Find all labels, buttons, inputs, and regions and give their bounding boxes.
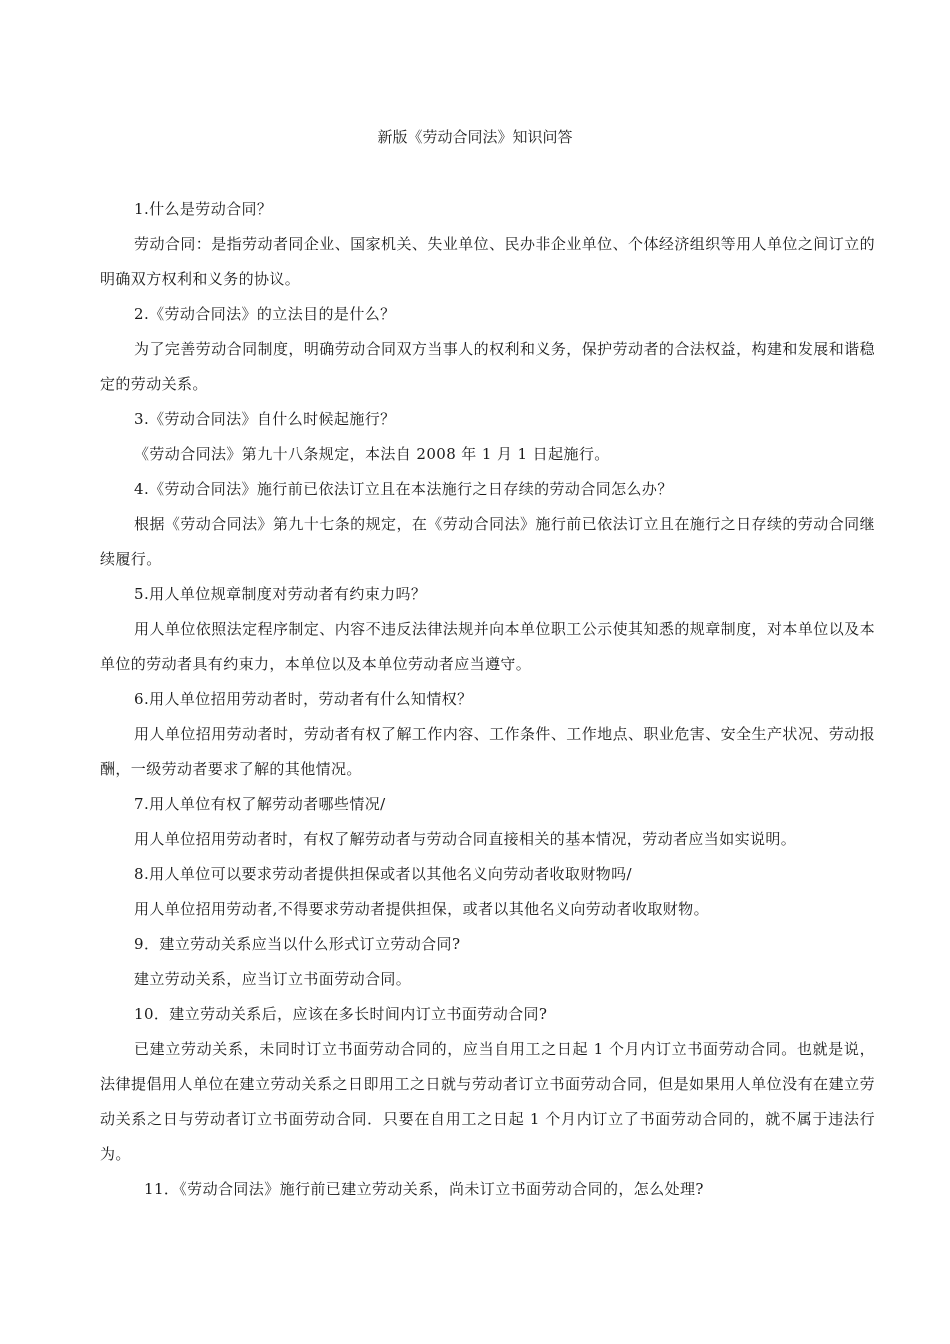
document-title: 新版《劳动合同法》知识问答: [377, 128, 573, 146]
question-8: 8.用人单位可以要求劳动者提供担保或者以其他名义向劳动者收取财物吗/: [134, 865, 632, 883]
answer-10: 已建立劳动关系，未同时订立书面劳动合同的，应当自用工之日起 1 个月内订立书面劳动合同。也就是说，法律提倡用人单位在建立劳动关系之日即用工之日就与劳动者订立书面劳动合同，但是如果用人单位没有在建立劳动关系之日与劳动者订立书面劳动合同．只要在自用工之日起 1 个月内订立了书面劳动合同的，就不属于违法行为。: [100, 1040, 875, 1163]
question-7: 7.用人单位有权了解劳动者哪些情况/: [134, 795, 386, 813]
question-9: 9．建立劳动关系应当以什么形式订立劳动合同?: [134, 935, 461, 953]
question-6: 6.用人单位招用劳动者时，劳动者有什么知情权？: [134, 690, 473, 708]
qa-list: [100, 192, 875, 1207]
answer-3: 《劳动合同法》第九十八条规定，本法自 2008 年 1 月 1 日起施行。: [134, 445, 610, 463]
answer-9: 建立劳动关系，应当订立书面劳动合同。: [134, 970, 412, 988]
answer-5: 用人单位依照法定程序制定、内容不违反法律法规并向本单位职工公示使其知悉的规章制度，对本单位以及本单位的劳动者具有约束力，本单位以及本单位劳动者应当遵守。: [100, 620, 875, 673]
answer-8: 用人单位招用劳动者,不得要求劳动者提供担保，或者以其他名义向劳动者收取财物。: [134, 900, 709, 918]
question-4: 4.《劳动合同法》施行前已依法订立且在本法施行之日存续的劳动合同怎么办？: [134, 480, 673, 498]
question-3: 3.《劳动合同法》自什么时候起施行？: [134, 410, 396, 428]
answer-1: 劳动合同：是指劳动者同企业、国家机关、失业单位、民办非企业单位、个体经济组织等用人单位之间订立的明确双方权利和义务的协议。: [100, 235, 875, 288]
question-5: 5.用人单位规章制度对劳动者有约束力吗？: [134, 585, 427, 603]
answer-2: 为了完善劳动合同制度，明确劳动合同双方当事人的权利和义务，保护劳动者的合法权益，构建和发展和谐稳定的劳动关系。: [100, 340, 875, 393]
question-11: 11．《劳动合同法》施行前已建立劳动关系，尚未订立书面劳动合同的，怎么处理?: [144, 1180, 704, 1198]
answer-4: 根据《劳动合同法》第九十七条的规定，在《劳动合同法》施行前已依法订立且在施行之日存续的劳动合同继续履行。: [100, 515, 875, 568]
question-2: 2.《劳动合同法》的立法目的是什么？: [134, 305, 396, 323]
question-10: 10．建立劳动关系后，应该在多长时间内订立书面劳动合同?: [134, 1005, 548, 1023]
answer-6: 用人单位招用劳动者时，劳动者有权了解工作内容、工作条件、工作地点、职业危害、安全生产状况、劳动报酬，一级劳动者要求了解的其他情况。: [100, 725, 875, 778]
question-1: 1.什么是劳动合同？: [134, 200, 273, 218]
answer-7: 用人单位招用劳动者时，有权了解劳动者与劳动合同直接相关的基本情况，劳动者应当如实说明。: [134, 830, 797, 848]
